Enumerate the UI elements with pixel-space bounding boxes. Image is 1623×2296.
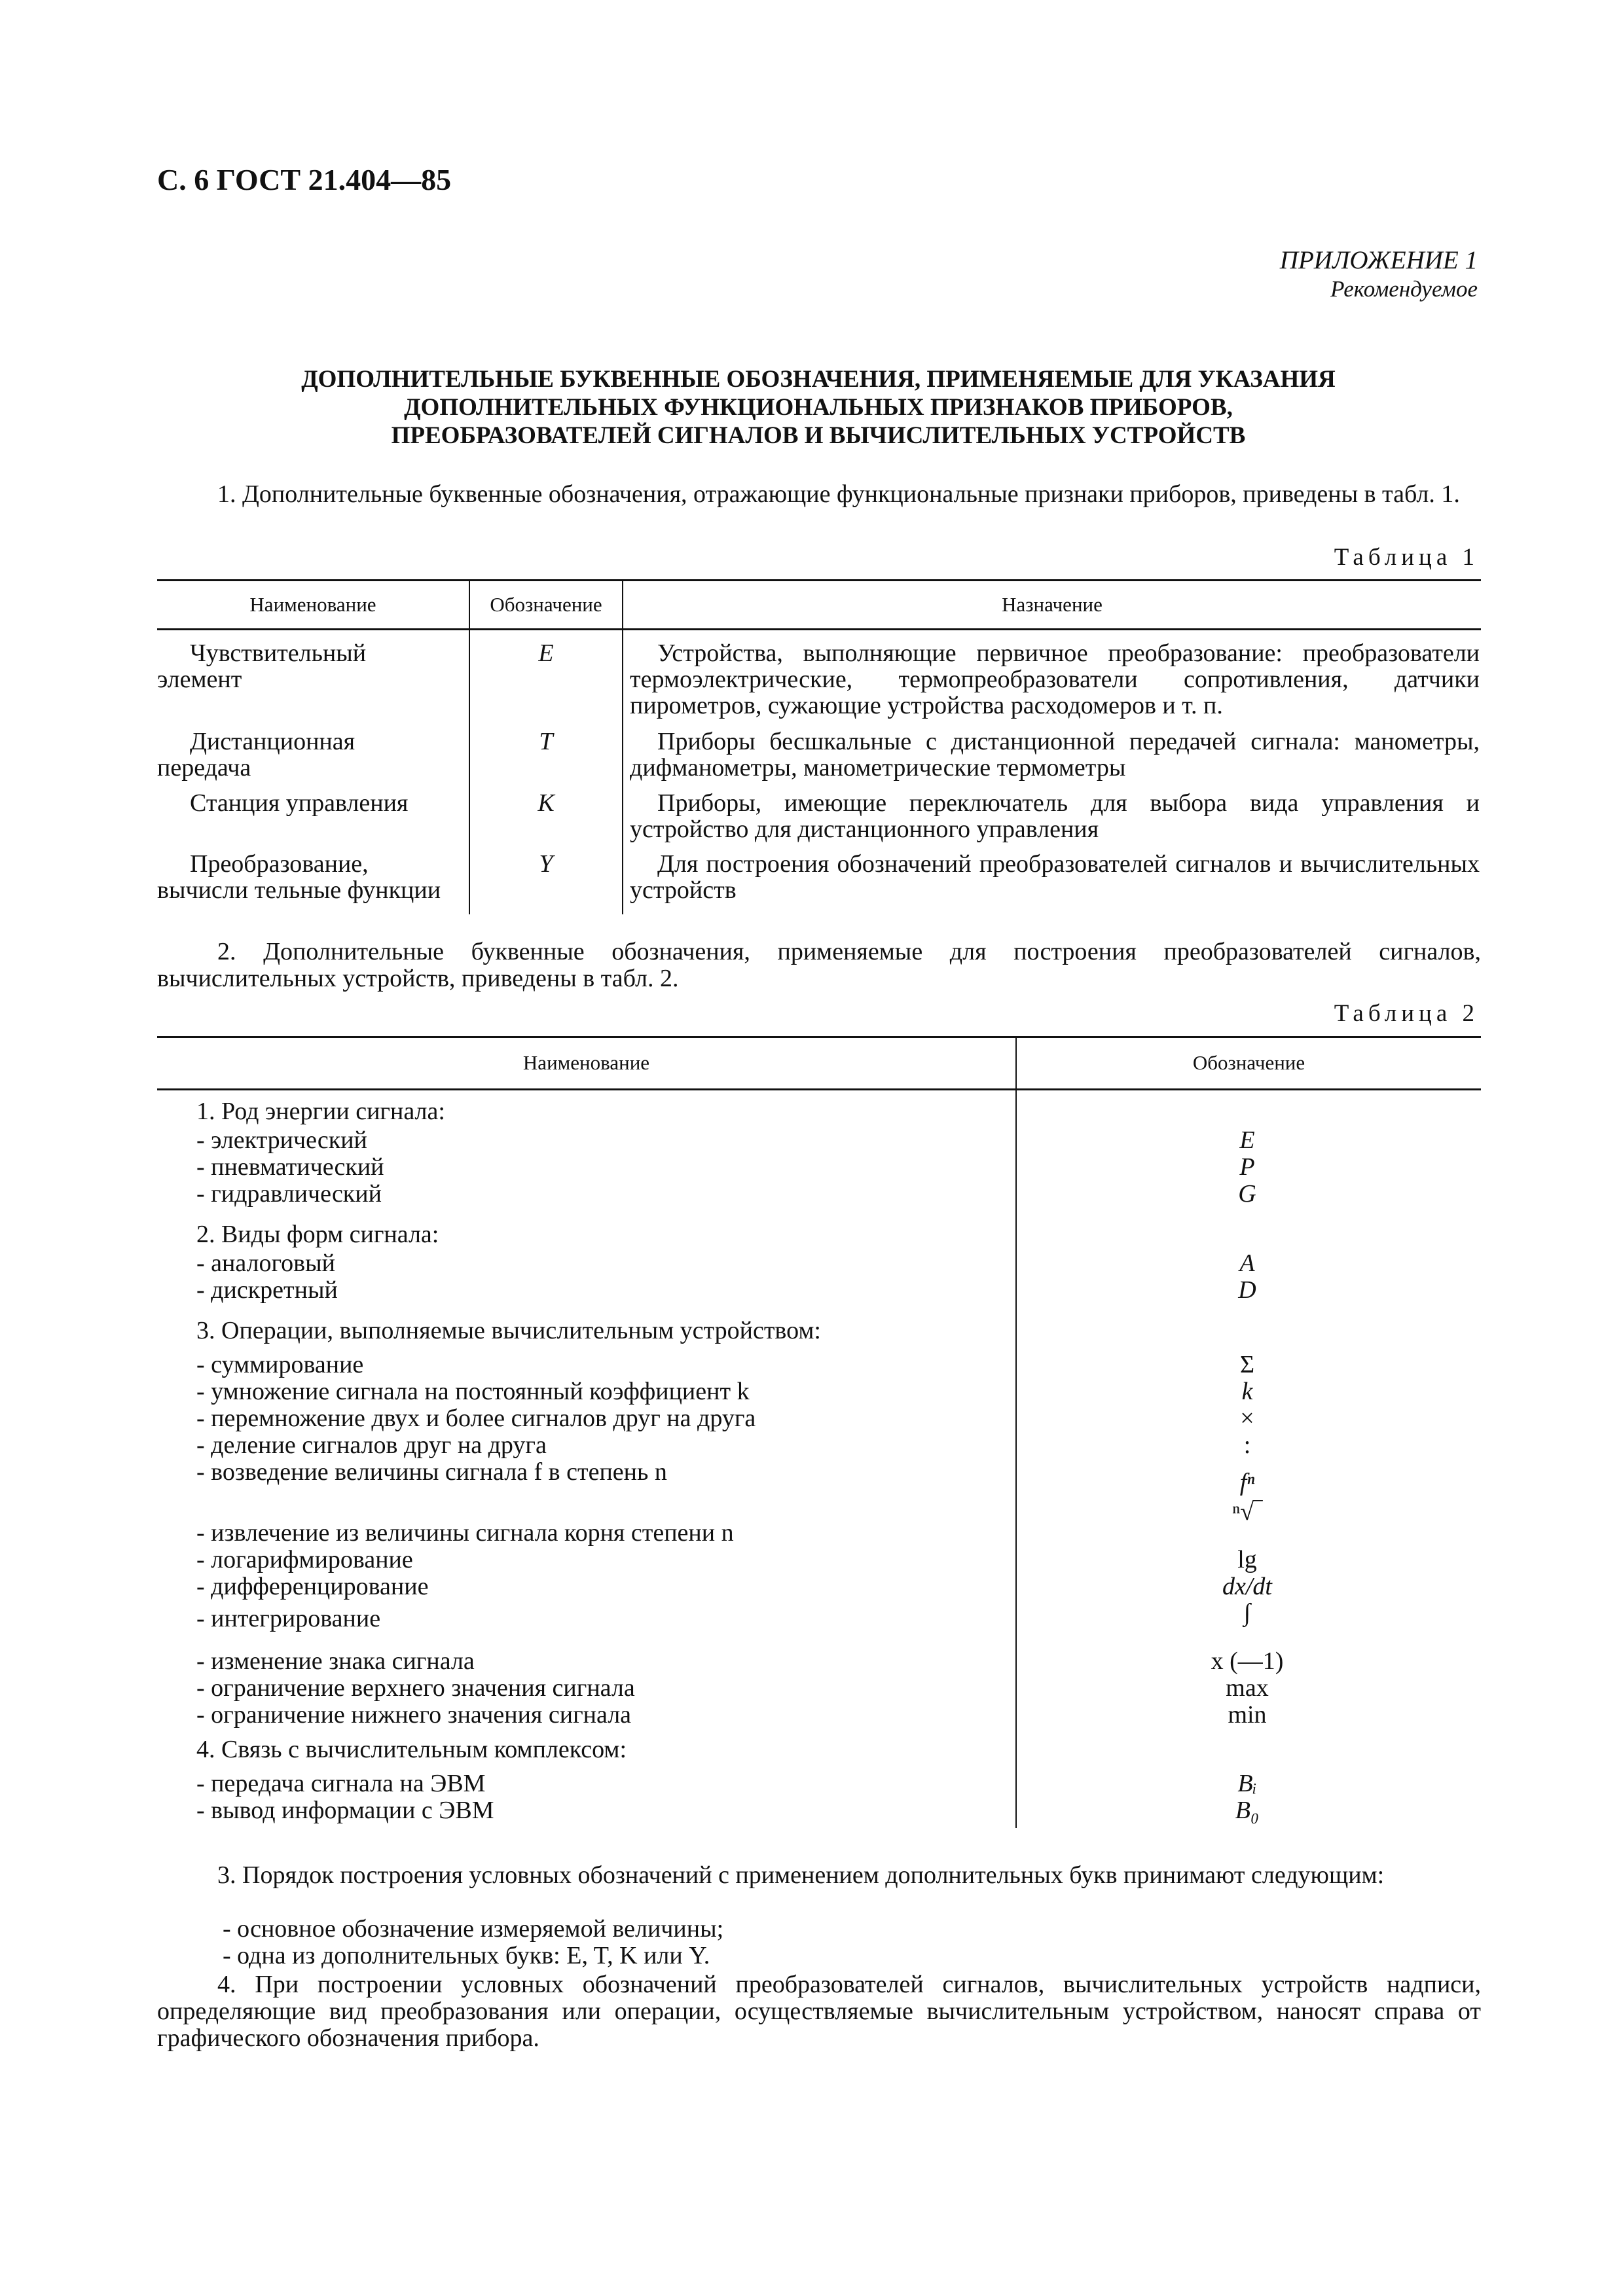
table-2-row: - вывод информации с ЭВМ: [196, 1797, 494, 1824]
table-2-symbol: B₀: [1235, 1797, 1260, 1824]
table-2-group-heading: 2. Виды форм сигнала:: [196, 1221, 439, 1248]
paragraph-3-item: - одна из дополнительных букв: E, T, K или Y.: [223, 1942, 710, 1969]
table-2-row: - извлечение из величины сигнала корня степени n: [196, 1519, 734, 1547]
table-1-header-purpose: Назначение: [1002, 593, 1103, 616]
table-2-row: - деление сигналов друг на друга: [196, 1431, 547, 1459]
table-2-symbol: ×: [1240, 1405, 1254, 1432]
table-2-symbol: lg: [1237, 1546, 1257, 1573]
table-1-caption: Таблица 1: [1334, 544, 1479, 571]
table-1-cell-purpose: Для построения обозначений преобразователей сигналов и вычислительных устройств: [630, 850, 1480, 904]
table-2-row: - логарифмирование: [196, 1546, 413, 1573]
table-2-symbol: ∫: [1243, 1599, 1251, 1626]
table-2-row: - пневматический: [196, 1153, 384, 1181]
table-1-top-rule: [157, 579, 1481, 581]
table-1-header-name: Наименование: [249, 593, 376, 616]
title-line: ДОПОЛНИТЕЛЬНЫХ ФУНКЦИОНАЛЬНЫХ ПРИЗНАКОВ ПРИБОРОВ,: [404, 394, 1233, 421]
paragraph-2-text: 2. Дополнительные буквенные обозначения, применяемые для построения преобразователей сигналов, вычислительных устройств, приведены в табл. 2.: [157, 938, 1481, 992]
paragraph-3-text: 3. Порядок построения условных обозначений с применением дополнительных букв принимают следующим:: [217, 1861, 1385, 1889]
table-2-symbol: A: [1239, 1249, 1255, 1277]
table-1-cell-name: Станция управления: [190, 789, 409, 817]
table-2-symbol: E: [1239, 1126, 1255, 1154]
table-2-header-code: Обозначение: [1192, 1051, 1305, 1074]
paragraph-3: [157, 1862, 1481, 1889]
paragraph-2: [157, 939, 1481, 992]
table-2-row: - дискретный: [196, 1276, 338, 1304]
table-2-col-divider: [1015, 1036, 1017, 1828]
table-2-row: - перемножение двух и более сигналов друг на друга: [196, 1405, 756, 1432]
table-2-symbol: G: [1238, 1180, 1256, 1208]
table-2-group-heading: 1. Род энергии сигнала:: [196, 1098, 445, 1125]
table-1-cell-purpose: Приборы бесшкальные с дистанционной передачей сигнала: манометры, дифманометры, манометрические термометры: [630, 728, 1480, 781]
appendix-number: ПРИЛОЖЕНИЕ 1: [1279, 246, 1478, 274]
table-2-row: - дифференцирование: [196, 1573, 429, 1600]
table-2-header-rule: [157, 1088, 1481, 1090]
table-1-cell-code: K: [538, 789, 555, 817]
table-1-cell-code: E: [538, 639, 554, 667]
table-2-row: - ограничение верхнего значения сигнала: [196, 1674, 635, 1702]
title-line: ПРЕОБРАЗОВАТЕЛЕЙ СИГНАЛОВ И ВЫЧИСЛИТЕЛЬНЫХ УСТРОЙСТВ: [391, 422, 1246, 449]
table-2-symbol: k: [1241, 1378, 1253, 1405]
paragraph-1-text: 1. Дополнительные буквенные обозначения, отражающие функциональные признаки приборов, приведены в табл. 1.: [217, 480, 1460, 508]
table-1-cell-code: Y: [539, 850, 553, 878]
table-2-symbol: Σ: [1239, 1351, 1255, 1378]
table-1-cell-code: T: [539, 728, 553, 755]
table-2-row: - суммирование: [196, 1351, 364, 1378]
table-2-symbol: :: [1243, 1431, 1251, 1459]
table-2-row: - ограничение нижнего значения сигнала: [196, 1701, 632, 1729]
table-1-cell-purpose: Приборы, имеющие переключатель для выбора вида управления и устройство для дистанционного управления: [630, 789, 1480, 843]
table-1-col-divider: [622, 579, 623, 914]
table-2-row: - гидравлический: [196, 1180, 382, 1208]
table-2-row: - аналоговый: [196, 1249, 335, 1277]
table-1-header-code: Обозначение: [490, 593, 602, 616]
paragraph-3-item: - основное обозначение измеряемой величины;: [223, 1915, 724, 1943]
paragraph-4: [157, 1971, 1481, 2052]
table-2-row: - интегрирование: [196, 1605, 381, 1632]
table-2-group-heading: 3. Операции, выполняемые вычислительным устройством:: [196, 1317, 821, 1344]
table-1-cell-purpose: Устройства, выполняющие первичное преобразование: преобразователи термоэлектрические, термопреобразователи сопротивления, датчики пирометров, сужающие устройства расходомеров и т. п.: [630, 639, 1480, 719]
table-2-symbol: x (—1): [1211, 1647, 1284, 1675]
table-2-symbol: fⁿ: [1239, 1469, 1255, 1496]
table-2-symbol: max: [1226, 1674, 1269, 1702]
table-2-row: - изменение знака сигнала: [196, 1647, 475, 1675]
table-1-cell-name: Дистанционная передача: [157, 728, 356, 781]
paragraph-1: [157, 481, 1481, 508]
table-1-cell-name: Преобразование, вычисли тельные функции: [157, 850, 441, 904]
table-2-symbol: D: [1238, 1276, 1256, 1304]
title-line: ДОПОЛНИТЕЛЬНЫЕ БУКВЕННЫЕ ОБОЗНАЧЕНИЯ, ПРИМЕНЯЕМЫЕ ДЛЯ УКАЗАНИЯ: [301, 366, 1336, 393]
paragraph-4-text: 4. При построении условных обозначений преобразователей сигналов, вычислительных устройств надписи, определяющие вид преобразования или операции, осуществляемые вычислительным устройством, наносят справа от графического обозначения прибора.: [157, 1971, 1481, 2052]
appendix-status: Рекомендуемое: [1330, 276, 1478, 302]
table-2-symbol: min: [1228, 1701, 1267, 1729]
table-2-symbol: ⁿ√‾: [1232, 1498, 1262, 1526]
table-2-row: - умножение сигнала на постоянный коэффициент k: [196, 1378, 750, 1405]
table-2-row: - передача сигнала на ЭВМ: [196, 1770, 486, 1797]
table-1-cell-name: Чувствительный элемент: [157, 639, 367, 693]
table-2-caption: Таблица 2: [1334, 1000, 1479, 1027]
table-2-symbol: Bᵢ: [1237, 1770, 1257, 1797]
table-2-symbol: dx/dt: [1222, 1573, 1272, 1600]
table-2-row: - электрический: [196, 1126, 367, 1154]
table-2-symbol: P: [1239, 1153, 1255, 1181]
section-title: [157, 365, 1480, 450]
page-header: С. 6 ГОСТ 21.404—85: [157, 163, 452, 196]
table-1-header-rule: [157, 628, 1481, 630]
table-2-row: - возведение величины сигнала f в степень n: [196, 1458, 667, 1486]
table-2-top-rule: [157, 1036, 1481, 1038]
appendix-label: [1280, 245, 1478, 302]
table-2-header-name: Наименование: [522, 1051, 650, 1074]
table-2-group-heading: 4. Связь с вычислительным комплексом:: [196, 1736, 627, 1763]
